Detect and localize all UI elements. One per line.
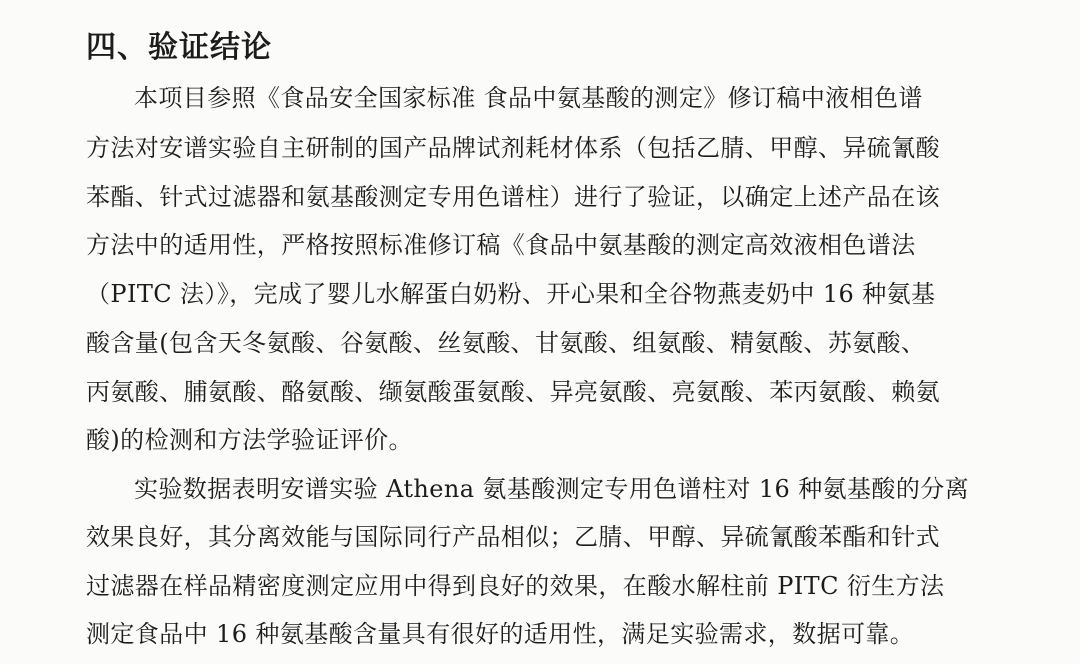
paragraph-1-line: 酸)的检测和方法学验证评价。 xyxy=(86,426,413,454)
paragraph-2-line: 测定食品中 16 种氨基酸含量具有很好的适用性，满足实验需求，数据可靠。 xyxy=(86,620,915,648)
paragraph-1-line: 方法对安谱实验自主研制的国产品牌试剂耗材体系（包括乙腈、甲醇、异硫氰酸 xyxy=(86,134,940,162)
paragraph-2-line: 实验数据表明安谱实验 Athena 氨基酸测定专用色谱柱对 16 种氨基酸的分离 xyxy=(134,475,970,503)
paragraph-1-line: 方法中的适用性，严格按照标准修订稿《食品中氨基酸的测定高效液相色谱法 xyxy=(86,231,916,259)
paragraph-1-line: 苯酯、针式过滤器和氨基酸测定专用色谱柱）进行了验证，以确定上述产品在该 xyxy=(86,183,940,211)
section-heading: 四、验证结论 xyxy=(86,30,272,65)
paragraph-1-line: 本项目参照《食品安全国家标准 食品中氨基酸的测定》修订稿中液相色谱 xyxy=(134,84,923,112)
paragraph-1-line: （PITC 法）》，完成了婴儿水解蛋白奶粉、开心果和全谷物燕麦奶中 16 种氨基 xyxy=(86,280,936,308)
paragraph-2-line: 效果良好，其分离效能与国际同行产品相似；乙腈、甲醇、异硫氰酸苯酯和针式 xyxy=(86,523,940,551)
paragraph-2-line: 过滤器在样品精密度测定应用中得到良好的效果，在酸水解柱前 PITC 衍生方法 xyxy=(86,572,945,600)
paragraph-1-line: 丙氨酸、脯氨酸、酪氨酸、缬氨酸蛋氨酸、异亮氨酸、亮氨酸、苯丙氨酸、赖氨 xyxy=(86,378,940,406)
paragraph-1-line: 酸含量(包含天冬氨酸、谷氨酸、丝氨酸、甘氨酸、组氨酸、精氨酸、苏氨酸、 xyxy=(86,329,926,357)
